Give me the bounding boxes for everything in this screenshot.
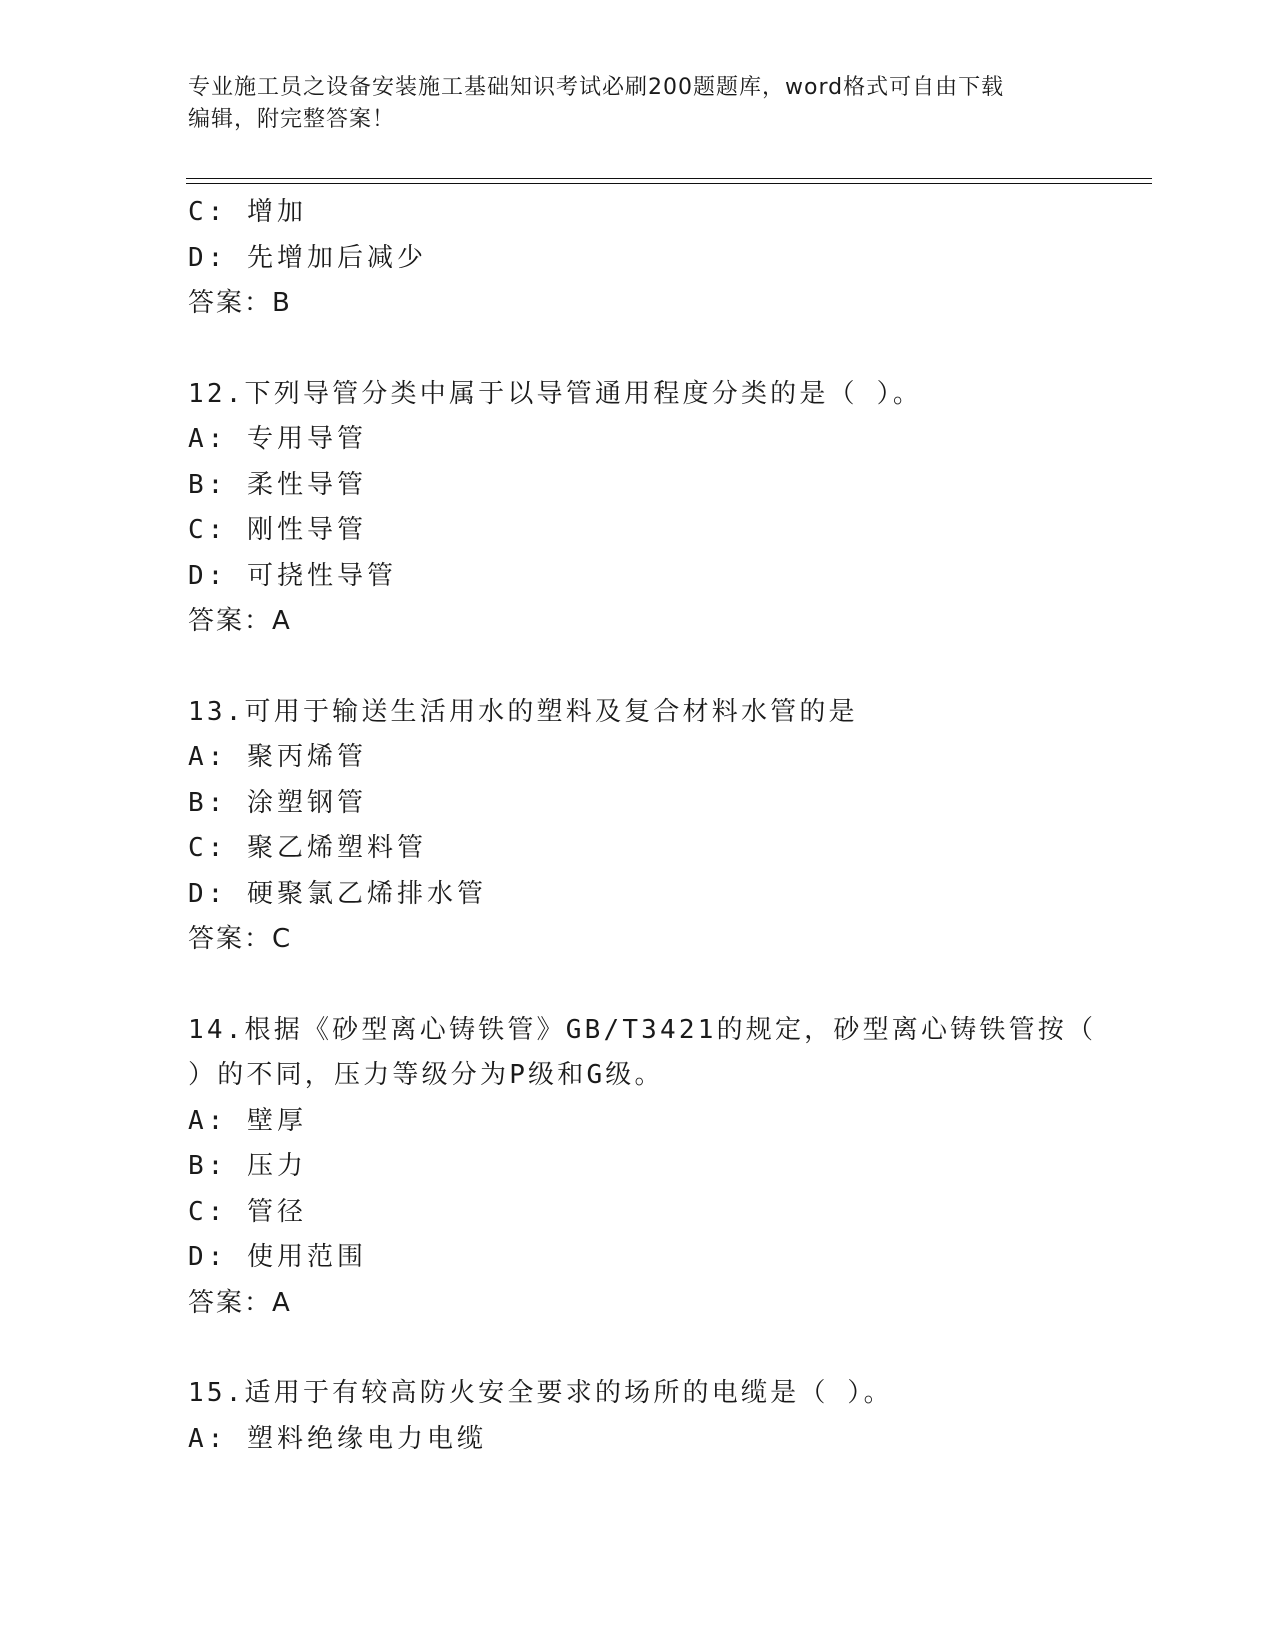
answer-line: 答案：C: [188, 924, 293, 954]
answer-line: 答案：B: [188, 288, 292, 318]
question-stem: 12.下列导管分类中属于以导管通用程度分类的是（ ）。: [188, 378, 923, 409]
option-d: D: 可挠性导管: [188, 560, 397, 591]
option-a: A: 壁厚: [188, 1105, 307, 1136]
option-a: A: 塑料绝缘电力电缆: [188, 1423, 487, 1454]
header-divider-bottom: [186, 183, 1152, 184]
option-a: A: 专用导管: [188, 424, 367, 454]
option-d: D: 硬聚氯乙烯排水管: [188, 878, 487, 909]
question-15: [188, 1371, 1088, 1462]
option-c: C: 聚乙烯塑料管: [188, 833, 427, 863]
question-13: [188, 690, 1088, 963]
option-c: C: 刚性导管: [188, 515, 367, 545]
option-b: B: 压力: [188, 1151, 307, 1181]
option-c: C: 增加: [188, 197, 307, 227]
question-gap: [188, 963, 1088, 1008]
document-header: [188, 72, 1088, 136]
option-a: A: 聚丙烯管: [188, 742, 367, 772]
option-d: D: 使用范围: [188, 1242, 367, 1272]
option-b: B: 柔性导管: [188, 469, 367, 500]
header-divider-top: [186, 178, 1152, 179]
option-c: C: 管径: [188, 1196, 307, 1227]
option-d: D: 先增加后减少: [188, 242, 427, 273]
question-stem-line-2: ）的不同，压力等级分为P级和G级。: [188, 1060, 664, 1090]
question-list: [188, 190, 1097, 1462]
question-gap: [188, 1326, 1088, 1371]
header-title-line-2: 编辑，附完整答案！: [188, 107, 396, 132]
question-stem: 13.可用于输送生活用水的塑料及复合材料水管的是: [188, 696, 858, 727]
question-12: [188, 372, 1088, 645]
question-stem: 15.适用于有较高防火安全要求的场所的电缆是（ ）。: [188, 1378, 893, 1408]
answer-line: 答案：A: [188, 606, 292, 636]
question-14: [188, 1008, 1097, 1327]
question-11-continued: [188, 190, 1088, 327]
question-stem-line-1: 14.根据《砂型离心铸铁管》GB/T3421的规定，砂型离心铸铁管按（: [188, 1014, 1097, 1045]
answer-line: 答案：A: [188, 1287, 292, 1318]
question-gap: [188, 645, 1088, 690]
option-b: B: 涂塑钢管: [188, 787, 367, 818]
header-title-line-1: 专业施工员之设备安装施工基础知识考试必刷200题题库，word格式可自由下载: [188, 75, 1005, 100]
question-gap: [188, 327, 1088, 372]
